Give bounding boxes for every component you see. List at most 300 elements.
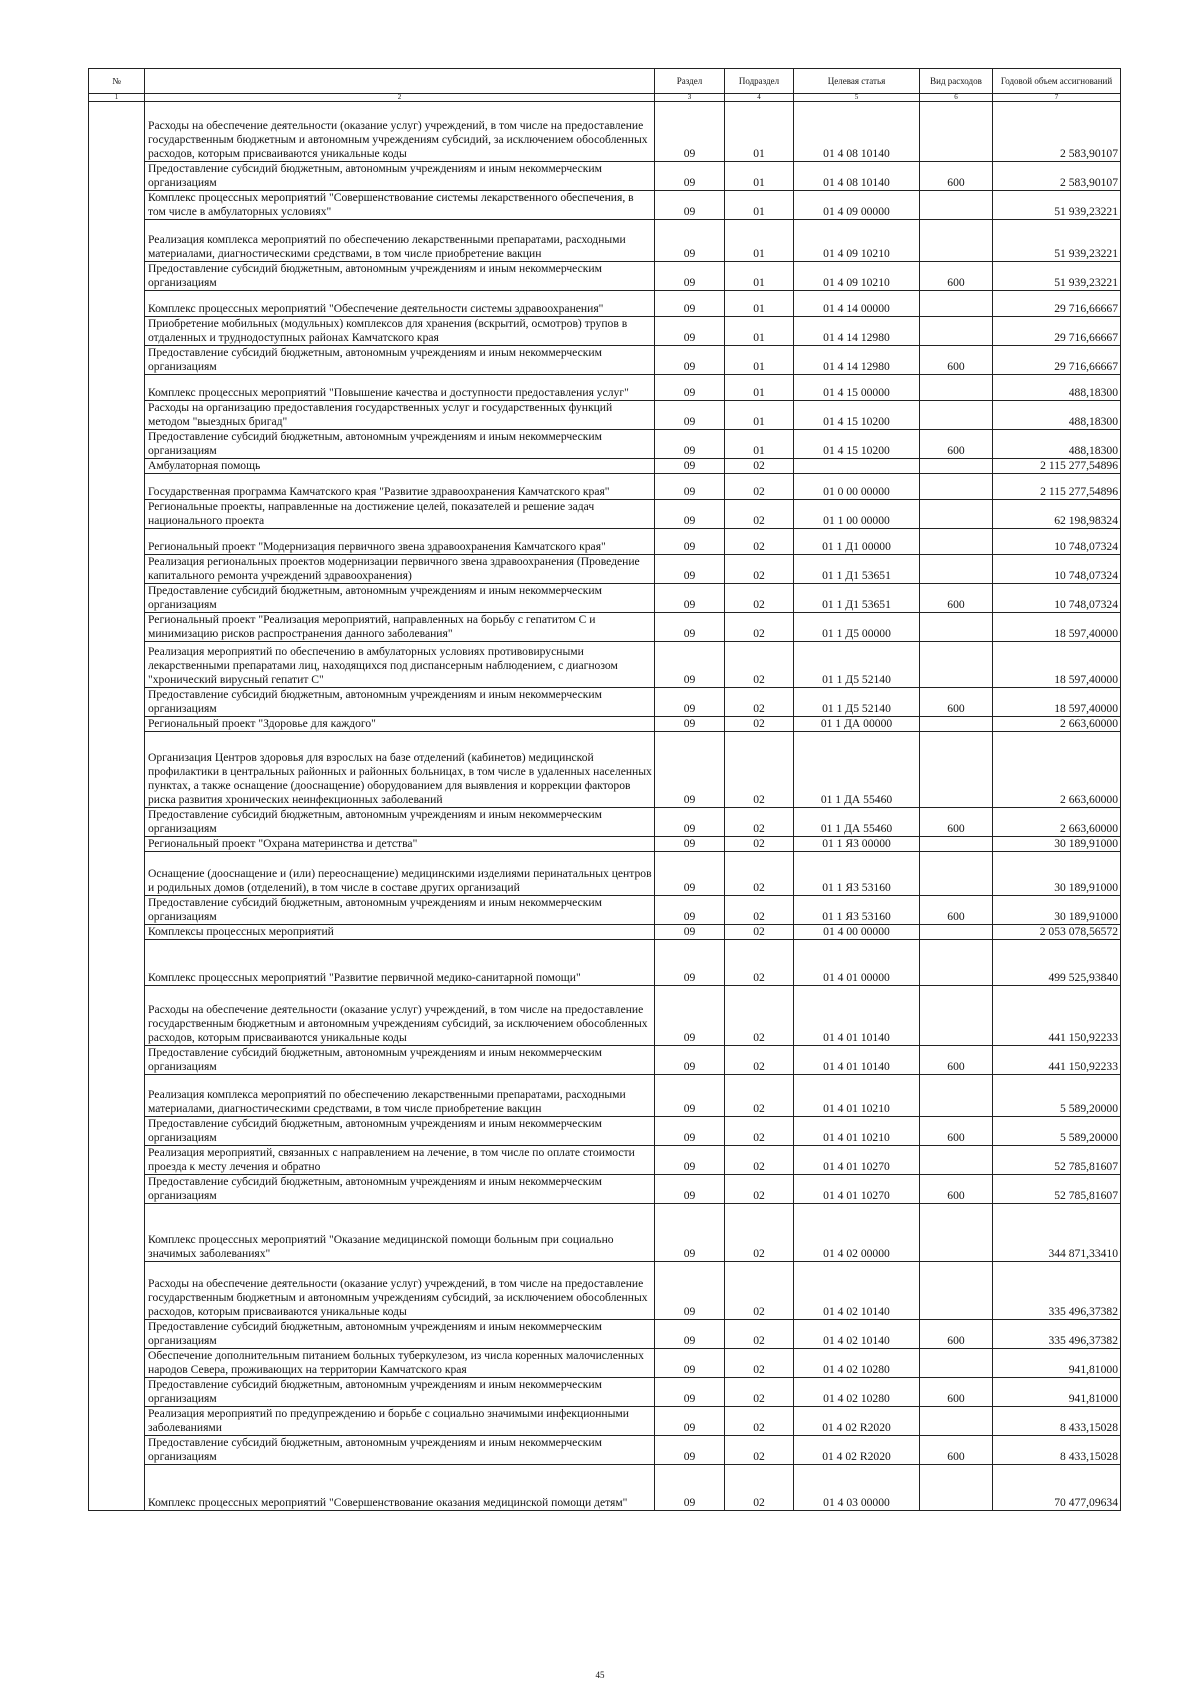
row-target-article: 01 4 14 00000	[794, 291, 920, 317]
row-name: Расходы на организацию предоставления государственных услуг и государственных функций методом "выездных бригад"	[145, 401, 655, 430]
table-row	[89, 1320, 1121, 1349]
row-number-cell	[89, 1117, 145, 1146]
row-target-article: 01 4 03 00000	[794, 1465, 920, 1511]
row-number-cell	[89, 262, 145, 291]
row-amount: 18 597,40000	[993, 613, 1121, 642]
row-amount: 441 150,92233	[993, 986, 1121, 1046]
header-expense-type: Вид расходов	[920, 69, 993, 94]
row-name: Комплекс процессных мероприятий "Совершенствование оказания медицинской помощи детям"	[145, 1465, 655, 1511]
row-expense-type: 600	[920, 584, 993, 613]
row-name: Региональный проект "Здоровье для каждого"	[145, 717, 655, 732]
table-row	[89, 375, 1121, 401]
row-podrazdel: 02	[725, 717, 794, 732]
row-target-article: 01 4 02 10280	[794, 1378, 920, 1407]
row-podrazdel: 01	[725, 162, 794, 191]
table-row	[89, 346, 1121, 375]
row-razdel: 09	[655, 1407, 725, 1436]
row-podrazdel: 02	[725, 500, 794, 529]
row-name: Комплекс процессных мероприятий "Повышение качества и доступности предоставления услуг"	[145, 375, 655, 401]
row-amount: 2 663,60000	[993, 732, 1121, 808]
table-body	[89, 102, 1121, 1511]
row-razdel: 09	[655, 1262, 725, 1320]
row-number-cell	[89, 1465, 145, 1511]
row-podrazdel: 02	[725, 459, 794, 474]
row-number-cell	[89, 896, 145, 925]
row-podrazdel: 02	[725, 642, 794, 688]
row-name: Государственная программа Камчатского края "Развитие здравоохранения Камчатского края"	[145, 474, 655, 500]
row-target-article: 01 4 02 R2020	[794, 1436, 920, 1465]
row-amount: 10 748,07324	[993, 529, 1121, 555]
row-amount: 5 589,20000	[993, 1075, 1121, 1117]
row-number-cell	[89, 1349, 145, 1378]
row-razdel: 09	[655, 1146, 725, 1175]
row-name: Реализация мероприятий по предупреждению и борьбе с социально значимыми инфекционными заболеваниями	[145, 1407, 655, 1436]
row-amount: 2 053 078,56572	[993, 925, 1121, 940]
header-target-article: Целевая статья	[794, 69, 920, 94]
row-expense-type	[920, 1146, 993, 1175]
row-target-article: 01 1 Д1 00000	[794, 529, 920, 555]
row-name: Предоставление субсидий бюджетным, автономным учреждениям и иным некоммерческим организациям	[145, 262, 655, 291]
row-target-article: 01 1 Д5 00000	[794, 613, 920, 642]
row-expense-type	[920, 613, 993, 642]
table-row	[89, 529, 1121, 555]
row-name: Оснащение (дооснащение и (или) переоснащение) медицинскими изделиями перинатальных центров и родильных домов (отделений), в том числе в составе других организаций	[145, 852, 655, 896]
row-name: Реализация комплекса мероприятий по обеспечению лекарственными препаратами, расходными материалами, диагностическими средствами, в том числе приобретение вакцин	[145, 220, 655, 262]
row-number-cell	[89, 584, 145, 613]
table-row	[89, 1146, 1121, 1175]
row-razdel: 09	[655, 1436, 725, 1465]
row-name: Реализация мероприятий по обеспечению в амбулаторных условиях противовирусными лекарственными препаратами лиц, находящихся под диспансерным наблюдением, с диагнозом "хронический вирусный гепатит С"	[145, 642, 655, 688]
row-amount: 335 496,37382	[993, 1262, 1121, 1320]
table-row	[89, 1262, 1121, 1320]
row-expense-type	[920, 1465, 993, 1511]
row-amount: 30 189,91000	[993, 852, 1121, 896]
row-razdel: 09	[655, 162, 725, 191]
table-row	[89, 1075, 1121, 1117]
row-razdel: 09	[655, 459, 725, 474]
table-row	[89, 688, 1121, 717]
row-razdel: 09	[655, 1175, 725, 1204]
table-row	[89, 732, 1121, 808]
table-row	[89, 940, 1121, 986]
row-expense-type	[920, 555, 993, 584]
table-row	[89, 896, 1121, 925]
row-target-article: 01 4 09 10210	[794, 220, 920, 262]
row-name: Организация Центров здоровья для взрослых на базе отделений (кабинетов) медицинской профилактики в центральных районных и районных больницах, в том числе в удаленных населенных пунктах, а также оснащение (дооснащение) оборудованием для выявления и коррекции факторов риска развития хронических неинфекционных заболеваний	[145, 732, 655, 808]
row-expense-type	[920, 1349, 993, 1378]
row-amount: 29 716,66667	[993, 317, 1121, 346]
row-podrazdel: 02	[725, 1349, 794, 1378]
row-target-article: 01 4 01 10210	[794, 1117, 920, 1146]
row-expense-type	[920, 717, 993, 732]
row-expense-type	[920, 459, 993, 474]
row-number-cell	[89, 346, 145, 375]
page-number: 45	[595, 1670, 605, 1680]
row-target-article: 01 4 02 10140	[794, 1320, 920, 1349]
row-number-cell	[89, 317, 145, 346]
row-amount: 344 871,33410	[993, 1204, 1121, 1262]
row-number-cell	[89, 474, 145, 500]
row-target-article: 01 1 Д5 52140	[794, 642, 920, 688]
row-podrazdel: 02	[725, 986, 794, 1046]
row-target-article: 01 4 02 10280	[794, 1349, 920, 1378]
row-razdel: 09	[655, 717, 725, 732]
row-expense-type: 600	[920, 1436, 993, 1465]
row-podrazdel: 02	[725, 837, 794, 852]
table-row	[89, 925, 1121, 940]
row-number-cell	[89, 837, 145, 852]
row-number-cell	[89, 500, 145, 529]
row-amount: 499 525,93840	[993, 940, 1121, 986]
header-colnum: 6	[920, 94, 993, 102]
row-razdel: 09	[655, 837, 725, 852]
table-row	[89, 1204, 1121, 1262]
row-razdel: 09	[655, 102, 725, 162]
row-name: Предоставление субсидий бюджетным, автономным учреждениям и иным некоммерческим организациям	[145, 1436, 655, 1465]
row-name: Предоставление субсидий бюджетным, автономным учреждениям и иным некоммерческим организациям	[145, 1046, 655, 1075]
row-podrazdel: 02	[725, 474, 794, 500]
row-number-cell	[89, 732, 145, 808]
row-target-article: 01 4 02 R2020	[794, 1407, 920, 1436]
row-razdel: 09	[655, 852, 725, 896]
row-razdel: 09	[655, 732, 725, 808]
row-razdel: 09	[655, 1204, 725, 1262]
row-target-article: 01 4 01 10270	[794, 1146, 920, 1175]
row-amount: 29 716,66667	[993, 346, 1121, 375]
row-amount: 5 589,20000	[993, 1117, 1121, 1146]
row-target-article: 01 4 01 10210	[794, 1075, 920, 1117]
row-razdel: 09	[655, 430, 725, 459]
row-razdel: 09	[655, 1046, 725, 1075]
row-razdel: 09	[655, 291, 725, 317]
row-podrazdel: 01	[725, 220, 794, 262]
row-amount: 2 115 277,54896	[993, 459, 1121, 474]
row-expense-type	[920, 1204, 993, 1262]
row-podrazdel: 02	[725, 1075, 794, 1117]
table-row	[89, 317, 1121, 346]
row-target-article: 01 4 09 10210	[794, 262, 920, 291]
header-colnum: 2	[145, 94, 655, 102]
row-target-article: 01 1 Я3 00000	[794, 837, 920, 852]
row-expense-type	[920, 317, 993, 346]
row-podrazdel: 02	[725, 1262, 794, 1320]
row-expense-type	[920, 852, 993, 896]
row-target-article: 01 1 Д1 53651	[794, 555, 920, 584]
row-podrazdel: 02	[725, 940, 794, 986]
row-number-cell	[89, 986, 145, 1046]
table-row	[89, 1046, 1121, 1075]
row-podrazdel: 02	[725, 1465, 794, 1511]
row-number-cell	[89, 1075, 145, 1117]
row-number-cell	[89, 459, 145, 474]
table-row	[89, 262, 1121, 291]
header-name	[145, 69, 655, 94]
row-name: Предоставление субсидий бюджетным, автономным учреждениям и иным некоммерческим организациям	[145, 896, 655, 925]
row-name: Предоставление субсидий бюджетным, автономным учреждениям и иным некоммерческим организациям	[145, 584, 655, 613]
row-target-article: 01 1 ДА 00000	[794, 717, 920, 732]
row-amount: 335 496,37382	[993, 1320, 1121, 1349]
row-expense-type	[920, 642, 993, 688]
header-colnum: 7	[993, 94, 1121, 102]
row-name: Комплекс процессных мероприятий "Совершенствование системы лекарственного обеспечения, в том числе в амбулаторных условиях"	[145, 191, 655, 220]
row-expense-type: 600	[920, 1320, 993, 1349]
row-podrazdel: 02	[725, 529, 794, 555]
table-row	[89, 1436, 1121, 1465]
row-number-cell	[89, 291, 145, 317]
row-amount: 52 785,81607	[993, 1146, 1121, 1175]
row-target-article: 01 1 ДА 55460	[794, 808, 920, 837]
row-name: Региональные проекты, направленные на достижение целей, показателей и решение задач национального проекта	[145, 500, 655, 529]
row-number-cell	[89, 102, 145, 162]
row-podrazdel: 02	[725, 1175, 794, 1204]
table-row	[89, 459, 1121, 474]
row-razdel: 09	[655, 642, 725, 688]
budget-table-page	[88, 68, 1120, 1511]
row-amount: 2 583,90107	[993, 162, 1121, 191]
row-amount: 10 748,07324	[993, 584, 1121, 613]
row-podrazdel: 02	[725, 688, 794, 717]
row-amount: 488,18300	[993, 401, 1121, 430]
row-number-cell	[89, 940, 145, 986]
row-podrazdel: 02	[725, 613, 794, 642]
row-target-article: 01 4 14 12980	[794, 317, 920, 346]
table-row	[89, 1465, 1121, 1511]
row-podrazdel: 01	[725, 375, 794, 401]
row-number-cell	[89, 162, 145, 191]
row-razdel: 09	[655, 1378, 725, 1407]
row-podrazdel: 01	[725, 317, 794, 346]
row-expense-type: 600	[920, 430, 993, 459]
row-number-cell	[89, 717, 145, 732]
row-target-article: 01 4 02 10140	[794, 1262, 920, 1320]
row-amount: 441 150,92233	[993, 1046, 1121, 1075]
row-amount: 51 939,23221	[993, 191, 1121, 220]
row-amount: 18 597,40000	[993, 642, 1121, 688]
row-podrazdel: 02	[725, 1378, 794, 1407]
row-razdel: 09	[655, 896, 725, 925]
row-expense-type	[920, 220, 993, 262]
row-expense-type: 600	[920, 162, 993, 191]
row-number-cell	[89, 220, 145, 262]
header-colnum: 1	[89, 94, 145, 102]
row-number-cell	[89, 1436, 145, 1465]
row-target-article: 01 4 00 00000	[794, 925, 920, 940]
header-colnum: 4	[725, 94, 794, 102]
row-amount: 8 433,15028	[993, 1436, 1121, 1465]
row-name: Предоставление субсидий бюджетным, автономным учреждениям и иным некоммерческим организациям	[145, 162, 655, 191]
row-amount: 10 748,07324	[993, 555, 1121, 584]
row-amount: 941,81000	[993, 1378, 1121, 1407]
row-name: Предоставление субсидий бюджетным, автономным учреждениям и иным некоммерческим организациям	[145, 1320, 655, 1349]
row-podrazdel: 02	[725, 732, 794, 808]
row-razdel: 09	[655, 191, 725, 220]
row-number-cell	[89, 529, 145, 555]
row-number-cell	[89, 430, 145, 459]
row-target-article: 01 4 15 10200	[794, 430, 920, 459]
row-razdel: 09	[655, 688, 725, 717]
row-amount: 29 716,66667	[993, 291, 1121, 317]
row-razdel: 09	[655, 474, 725, 500]
table-row	[89, 1175, 1121, 1204]
row-name: Комплекс процессных мероприятий "Обеспечение деятельности системы здравоохранения"	[145, 291, 655, 317]
table-row	[89, 613, 1121, 642]
row-target-article	[794, 459, 920, 474]
row-expense-type	[920, 191, 993, 220]
row-name: Региональный проект "Модернизация первичного звена здравоохранения Камчатского края"	[145, 529, 655, 555]
row-expense-type	[920, 291, 993, 317]
row-amount: 18 597,40000	[993, 688, 1121, 717]
table-row	[89, 162, 1121, 191]
row-number-cell	[89, 688, 145, 717]
table-row	[89, 1117, 1121, 1146]
table-row	[89, 1378, 1121, 1407]
table-row	[89, 401, 1121, 430]
row-number-cell	[89, 1262, 145, 1320]
row-amount: 2 115 277,54896	[993, 474, 1121, 500]
row-number-cell	[89, 1175, 145, 1204]
row-target-article: 01 1 Я3 53160	[794, 896, 920, 925]
row-target-article: 01 1 Я3 53160	[794, 852, 920, 896]
row-podrazdel: 02	[725, 1436, 794, 1465]
row-number-cell	[89, 1204, 145, 1262]
row-amount: 941,81000	[993, 1349, 1121, 1378]
row-number-cell	[89, 1046, 145, 1075]
row-podrazdel: 02	[725, 808, 794, 837]
row-amount: 8 433,15028	[993, 1407, 1121, 1436]
row-name: Предоставление субсидий бюджетным, автономным учреждениям и иным некоммерческим организациям	[145, 1175, 655, 1204]
header-number: №	[89, 69, 145, 94]
row-number-cell	[89, 555, 145, 584]
row-target-article: 01 4 15 00000	[794, 375, 920, 401]
row-amount: 2 663,60000	[993, 717, 1121, 732]
table-row	[89, 584, 1121, 613]
row-number-cell	[89, 613, 145, 642]
row-name: Комплексы процессных мероприятий	[145, 925, 655, 940]
row-target-article: 01 4 01 00000	[794, 940, 920, 986]
table-row	[89, 717, 1121, 732]
row-expense-type: 600	[920, 1378, 993, 1407]
row-name: Расходы на обеспечение деятельности (оказание услуг) учреждений, в том числе на предоставление государственным бюджетным и автономным учреждениям субсидий, за исключением обособленных расходов, которым присваиваются уникальные коды	[145, 1262, 655, 1320]
table-row	[89, 220, 1121, 262]
row-target-article: 01 4 01 10270	[794, 1175, 920, 1204]
row-podrazdel: 02	[725, 1117, 794, 1146]
row-name: Реализация региональных проектов модернизации первичного звена здравоохранения (Проведение капитального ремонта учреждений здравоохранения)	[145, 555, 655, 584]
row-razdel: 09	[655, 500, 725, 529]
table-row	[89, 986, 1121, 1046]
row-expense-type	[920, 529, 993, 555]
row-amount: 30 189,91000	[993, 896, 1121, 925]
row-target-article: 01 4 09 00000	[794, 191, 920, 220]
row-razdel: 09	[655, 220, 725, 262]
row-amount: 70 477,09634	[993, 1465, 1121, 1511]
row-name: Реализация комплекса мероприятий по обеспечению лекарственными препаратами, расходными материалами, диагностическими средствами, в том числе приобретение вакцин	[145, 1075, 655, 1117]
row-name: Комплекс процессных мероприятий "Оказание медицинской помощи больным при социально значимых заболеваниях"	[145, 1204, 655, 1262]
row-expense-type: 600	[920, 262, 993, 291]
row-amount: 52 785,81607	[993, 1175, 1121, 1204]
row-podrazdel: 01	[725, 191, 794, 220]
row-expense-type	[920, 500, 993, 529]
row-name: Комплекс процессных мероприятий "Развитие первичной медико-санитарной помощи"	[145, 940, 655, 986]
row-number-cell	[89, 925, 145, 940]
row-number-cell	[89, 852, 145, 896]
table-row	[89, 852, 1121, 896]
row-name: Предоставление субсидий бюджетным, автономным учреждениям и иным некоммерческим организациям	[145, 688, 655, 717]
row-razdel: 09	[655, 1349, 725, 1378]
row-expense-type	[920, 1407, 993, 1436]
budget-table	[88, 68, 1121, 1511]
row-expense-type	[920, 375, 993, 401]
row-target-article: 01 4 14 12980	[794, 346, 920, 375]
row-expense-type: 600	[920, 1046, 993, 1075]
row-amount: 51 939,23221	[993, 262, 1121, 291]
table-row	[89, 1407, 1121, 1436]
row-razdel: 09	[655, 375, 725, 401]
row-expense-type	[920, 925, 993, 940]
row-podrazdel: 02	[725, 1320, 794, 1349]
row-name: Региональный проект "Реализация мероприятий, направленных на борьбу с гепатитом С и минимизацию рисков распространения данного заболевания"	[145, 613, 655, 642]
row-amount: 51 939,23221	[993, 220, 1121, 262]
row-razdel: 09	[655, 940, 725, 986]
row-razdel: 09	[655, 925, 725, 940]
table-row	[89, 642, 1121, 688]
header-podrazdel: Подраздел	[725, 69, 794, 94]
row-razdel: 09	[655, 1075, 725, 1117]
row-name: Амбулаторная помощь	[145, 459, 655, 474]
row-razdel: 09	[655, 401, 725, 430]
row-name: Реализация мероприятий, связанных с направлением на лечение, в том числе по оплате стоимости проезда к месту лечения и обратно	[145, 1146, 655, 1175]
row-razdel: 09	[655, 555, 725, 584]
row-podrazdel: 01	[725, 291, 794, 317]
row-target-article: 01 1 Д1 53651	[794, 584, 920, 613]
header-colnum: 5	[794, 94, 920, 102]
row-target-article: 01 4 08 10140	[794, 162, 920, 191]
header-razdel: Раздел	[655, 69, 725, 94]
row-name: Предоставление субсидий бюджетным, автономным учреждениям и иным некоммерческим организациям	[145, 346, 655, 375]
row-target-article: 01 4 01 10140	[794, 1046, 920, 1075]
row-name: Расходы на обеспечение деятельности (оказание услуг) учреждений, в том числе на предоставление государственным бюджетным и автономным учреждениям субсидий, за исключением обособленных расходов, которым присваиваются уникальные коды	[145, 102, 655, 162]
row-number-cell	[89, 401, 145, 430]
row-expense-type: 600	[920, 896, 993, 925]
row-number-cell	[89, 642, 145, 688]
table-row	[89, 291, 1121, 317]
row-expense-type: 600	[920, 808, 993, 837]
row-name: Приобретение мобильных (модульных) комплексов для хранения (вскрытий, осмотров) трупов в отдаленных и труднодоступных районах Камчатского края	[145, 317, 655, 346]
row-razdel: 09	[655, 1117, 725, 1146]
row-razdel: 09	[655, 613, 725, 642]
row-name: Обеспечение дополнительным питанием больных туберкулезом, из числа коренных малочисленных народов Севера, проживающих на территории Камчатского края	[145, 1349, 655, 1378]
row-number-cell	[89, 1146, 145, 1175]
row-expense-type	[920, 1262, 993, 1320]
row-target-article: 01 4 01 10140	[794, 986, 920, 1046]
row-number-cell	[89, 191, 145, 220]
row-amount: 488,18300	[993, 375, 1121, 401]
row-name: Предоставление субсидий бюджетным, автономным учреждениям и иным некоммерческим организациям	[145, 1117, 655, 1146]
row-podrazdel: 01	[725, 262, 794, 291]
row-name: Предоставление субсидий бюджетным, автономным учреждениям и иным некоммерческим организациям	[145, 430, 655, 459]
row-expense-type	[920, 102, 993, 162]
table-row	[89, 1349, 1121, 1378]
row-number-cell	[89, 1407, 145, 1436]
row-razdel: 09	[655, 584, 725, 613]
table-row	[89, 102, 1121, 162]
row-name: Предоставление субсидий бюджетным, автономным учреждениям и иным некоммерческим организациям	[145, 808, 655, 837]
row-amount: 2 663,60000	[993, 808, 1121, 837]
row-razdel: 09	[655, 1320, 725, 1349]
row-target-article: 01 4 02 00000	[794, 1204, 920, 1262]
row-podrazdel: 02	[725, 1146, 794, 1175]
row-target-article: 01 1 Д5 52140	[794, 688, 920, 717]
row-expense-type: 600	[920, 1117, 993, 1146]
